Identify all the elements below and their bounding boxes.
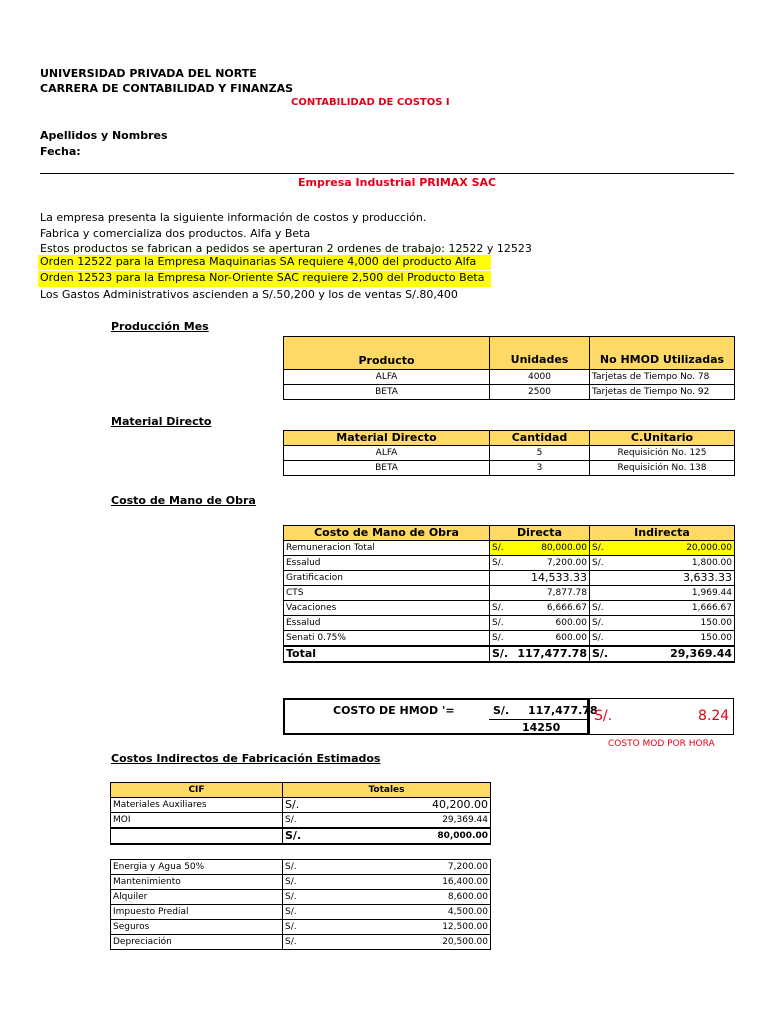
cell-concept: Seguros bbox=[111, 920, 283, 935]
cell-currency: S/. bbox=[490, 556, 514, 571]
hmod-hours: 14250 bbox=[522, 721, 561, 734]
cell-concept: Impuesto Predial bbox=[111, 905, 283, 920]
cell-value: 7,200.00 bbox=[319, 860, 491, 875]
cell-concept: Essalud bbox=[284, 616, 490, 631]
labor-title: Costo de Mano de Obra bbox=[111, 494, 256, 507]
cell-indirect: 150.00 bbox=[614, 631, 735, 647]
cell-total-value: 80,000.00 bbox=[319, 828, 491, 844]
table-row bbox=[284, 616, 735, 631]
col-header-indirect: Indirecta bbox=[590, 526, 735, 541]
university-name: UNIVERSIDAD PRIVADA DEL NORTE bbox=[40, 67, 257, 80]
order-12522-line: Orden 12522 para la Empresa Maquinarias SA requiere 4,000 del producto Alfa bbox=[38, 255, 491, 270]
cell-quantity: 5 bbox=[490, 446, 590, 461]
cell-currency: S/. bbox=[490, 646, 514, 662]
cell-concept: Senati 0.75% bbox=[284, 631, 490, 647]
cell-currency: S/. bbox=[283, 828, 319, 844]
table-row bbox=[111, 798, 491, 813]
cell-currency: S/. bbox=[283, 798, 319, 813]
table-row bbox=[284, 631, 735, 647]
material-title: Material Directo bbox=[111, 415, 212, 428]
material-header-row bbox=[284, 431, 735, 446]
cell-direct: 14,533.33 bbox=[514, 571, 590, 586]
intro-line-2: Fabrica y comercializa dos productos. Alfa y Beta bbox=[40, 227, 311, 240]
cell-currency: S/. bbox=[283, 920, 319, 935]
cell-currency: S/. bbox=[590, 646, 614, 662]
table-row bbox=[284, 370, 735, 385]
table-row bbox=[284, 446, 735, 461]
cell-indirect-total: 29,369.44 bbox=[614, 646, 735, 662]
cif-title: Costos Indirectos de Fabricación Estimados bbox=[111, 752, 381, 765]
col-header-material: Material Directo bbox=[284, 431, 490, 446]
col-header-producto: Producto bbox=[284, 337, 490, 370]
col-header-unidades: Unidades bbox=[490, 337, 590, 370]
cell-value: 4,500.00 bbox=[319, 905, 491, 920]
cell-concept: Alquiler bbox=[111, 890, 283, 905]
intro-line-1: La empresa presenta la siguiente información de costos y producción. bbox=[40, 211, 427, 224]
career-name: CARRERA DE CONTABILIDAD Y FINANZAS bbox=[40, 82, 294, 95]
cell-currency bbox=[490, 586, 514, 601]
cell-indirect: 1,800.00 bbox=[614, 556, 735, 571]
cell-value: 40,200.00 bbox=[319, 798, 491, 813]
production-table bbox=[283, 336, 735, 400]
cell-currency: S/. bbox=[490, 541, 514, 556]
hmod-result-currency: S/. bbox=[594, 708, 613, 724]
cell-currency: S/. bbox=[590, 631, 614, 647]
cell-concept bbox=[111, 828, 283, 844]
separator-line bbox=[40, 173, 734, 174]
table-row bbox=[111, 920, 491, 935]
cell-currency bbox=[590, 586, 614, 601]
table-row bbox=[284, 556, 735, 571]
intro-line-6: Los Gastos Administrativos ascienden a S/.50,200 y los de ventas S/.80,400 bbox=[40, 288, 458, 301]
cell-currency: S/. bbox=[283, 935, 319, 950]
col-header-labor: Costo de Mano de Obra bbox=[284, 526, 490, 541]
cell-indirect: 20,000.00 bbox=[614, 541, 735, 556]
production-header-row bbox=[284, 337, 735, 370]
cell-currency: S/. bbox=[490, 601, 514, 616]
cell-concept: MOI bbox=[111, 813, 283, 829]
cell-indirect: 3,633.33 bbox=[614, 571, 735, 586]
cell-currency bbox=[490, 571, 514, 586]
cell-currency: S/. bbox=[590, 601, 614, 616]
cell-concept: Essalud bbox=[284, 556, 490, 571]
cif-table bbox=[110, 782, 491, 845]
table-row bbox=[111, 860, 491, 875]
cif-total-row bbox=[111, 828, 491, 844]
order-12523-line: Orden 12523 para la Empresa Nor-Oriente SAC requiere 2,500 del Producto Beta bbox=[38, 271, 491, 287]
table-row bbox=[284, 541, 735, 556]
cell-value: 29,369.44 bbox=[319, 813, 491, 829]
cell-currency: S/. bbox=[283, 813, 319, 829]
col-header-hmod: No HMOD Utilizadas bbox=[590, 337, 735, 370]
cif-detail-table bbox=[110, 859, 491, 950]
hmod-note: COSTO MOD POR HORA bbox=[608, 739, 715, 749]
cell-concept: CTS bbox=[284, 586, 490, 601]
cell-direct-total: 117,477.78 bbox=[514, 646, 590, 662]
intro-line-3: Estos productos se fabrican a pedidos se aperturan 2 ordenes de trabajo: 12522 y 12523 bbox=[40, 242, 532, 255]
col-header-direct: Directa bbox=[490, 526, 590, 541]
cell-concept: Gratificacion bbox=[284, 571, 490, 586]
hmod-currency: S/. bbox=[493, 704, 510, 717]
cell-time-card: Tarjetas de Tiempo No. 92 bbox=[590, 385, 735, 400]
date-label: Fecha: bbox=[40, 145, 81, 158]
cell-direct: 7,877.78 bbox=[514, 586, 590, 601]
table-row bbox=[111, 905, 491, 920]
cell-time-card: Tarjetas de Tiempo No. 78 bbox=[590, 370, 735, 385]
col-header-cantidad: Cantidad bbox=[490, 431, 590, 446]
cell-direct: 600.00 bbox=[514, 616, 590, 631]
cell-value: 20,500.00 bbox=[319, 935, 491, 950]
cell-currency: S/. bbox=[283, 875, 319, 890]
hmod-label: COSTO DE HMOD '= bbox=[333, 704, 455, 717]
table-row bbox=[111, 935, 491, 950]
cell-currency: S/. bbox=[590, 556, 614, 571]
cell-units: 2500 bbox=[490, 385, 590, 400]
cell-value: 12,500.00 bbox=[319, 920, 491, 935]
cell-product: ALFA bbox=[284, 370, 490, 385]
hmod-amount: 117,477.78 bbox=[528, 704, 598, 717]
cell-direct: 6,666.67 bbox=[514, 601, 590, 616]
material-table bbox=[283, 430, 735, 476]
labor-total-row bbox=[284, 646, 735, 662]
cell-concept: Mantenimiento bbox=[111, 875, 283, 890]
cell-value: 16,400.00 bbox=[319, 875, 491, 890]
cell-concept: Energia y Agua 50% bbox=[111, 860, 283, 875]
cell-indirect: 1,666.67 bbox=[614, 601, 735, 616]
company-name: Empresa Industrial PRIMAX SAC bbox=[298, 176, 497, 189]
cell-total-label: Total bbox=[284, 646, 490, 662]
cell-currency: S/. bbox=[490, 616, 514, 631]
col-header-unit-cost: C.Unitario bbox=[590, 431, 735, 446]
cell-currency: S/. bbox=[283, 905, 319, 920]
table-row bbox=[111, 875, 491, 890]
cell-direct: 80,000.00 bbox=[514, 541, 590, 556]
cell-requisition: Requisición No. 125 bbox=[590, 446, 735, 461]
labor-table bbox=[283, 525, 735, 663]
cell-concept: Vacaciones bbox=[284, 601, 490, 616]
cell-material: BETA bbox=[284, 461, 490, 476]
cell-quantity: 3 bbox=[490, 461, 590, 476]
hmod-result-value: 8.24 bbox=[698, 708, 730, 724]
cell-concept: Depreciación bbox=[111, 935, 283, 950]
cell-requisition: Requisición No. 138 bbox=[590, 461, 735, 476]
cell-currency: S/. bbox=[283, 890, 319, 905]
cell-value: 8,600.00 bbox=[319, 890, 491, 905]
cell-currency: S/. bbox=[590, 616, 614, 631]
table-row bbox=[284, 385, 735, 400]
cell-direct: 600.00 bbox=[514, 631, 590, 647]
table-row bbox=[111, 890, 491, 905]
hmod-divider bbox=[489, 719, 589, 720]
course-title: CONTABILIDAD DE COSTOS I bbox=[291, 97, 450, 108]
cell-material: ALFA bbox=[284, 446, 490, 461]
production-title: Producción Mes bbox=[111, 320, 209, 333]
col-header-cif: CIF bbox=[111, 783, 283, 798]
cell-direct: 7,200.00 bbox=[514, 556, 590, 571]
cell-indirect: 1,969.44 bbox=[614, 586, 735, 601]
cell-concept: Materiales Auxiliares bbox=[111, 798, 283, 813]
cell-concept: Remuneracion Total bbox=[284, 541, 490, 556]
cell-currency bbox=[590, 571, 614, 586]
cell-units: 4000 bbox=[490, 370, 590, 385]
table-row bbox=[111, 813, 491, 829]
cell-currency: S/. bbox=[490, 631, 514, 647]
cell-product: BETA bbox=[284, 385, 490, 400]
table-row bbox=[284, 586, 735, 601]
names-label: Apellidos y Nombres bbox=[40, 129, 168, 142]
cell-currency: S/. bbox=[283, 860, 319, 875]
table-row bbox=[284, 571, 735, 586]
col-header-totals: Totales bbox=[283, 783, 491, 798]
labor-header-row bbox=[284, 526, 735, 541]
table-row bbox=[284, 601, 735, 616]
table-row bbox=[284, 461, 735, 476]
cell-currency: S/. bbox=[590, 541, 614, 556]
cell-indirect: 150.00 bbox=[614, 616, 735, 631]
cif-header-row bbox=[111, 783, 491, 798]
